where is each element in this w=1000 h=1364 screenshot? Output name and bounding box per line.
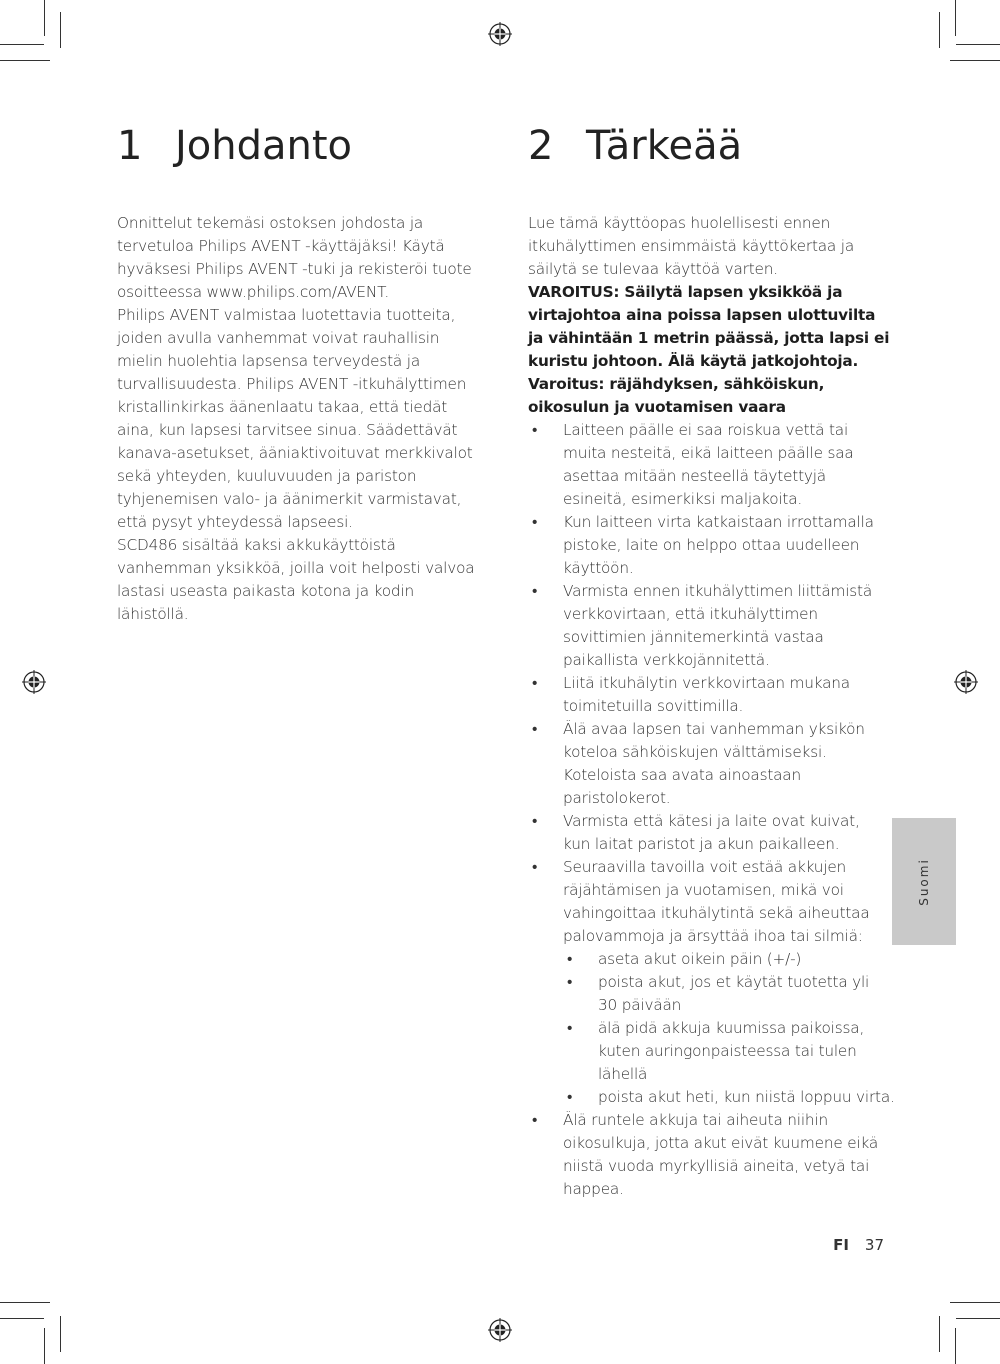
crop-mark [44, 0, 45, 36]
list-item: • Varmista että kätesi ja laite ovat kuivat, kun laitat paristot ja akun paikalleen. [528, 810, 890, 856]
list-item-text: Seuraavilla tavoilla voit estää akkujen räjähtämisen ja vuotamisen, mikä voi vahingoittaa itkuhälytintä sekä aiheuttaa palovammoja ja ärsyttää ihoa tai silmiä: [563, 858, 870, 945]
intro-paragraph: Lue tämä käyttöopas huolellisesti ennen itkuhälyttimen ensimmäistä käyttökertaa ja säilytä se tulevaa käyttöä varten. [528, 214, 854, 278]
sub-list-item: • älä pidä akkuja kuumissa paikoissa, kuten auringonpaisteessa tai tulen lähellä [563, 1017, 890, 1086]
crop-mark [44, 1328, 45, 1364]
crop-mark [60, 1316, 61, 1352]
section-number: 2 [528, 123, 554, 169]
registration-mark-icon [22, 670, 46, 694]
list-item: • Kun laitteen virta katkaistaan irrottamalla pistoke, laite on helppo ottaa uudelleen käyttöön. [528, 511, 890, 580]
list-item: • Varmista ennen itkuhälyttimen liittämistä verkkovirtaan, että itkuhälyttimen sovittimien jännitemerkintä vastaa paikallista verkkojännitettä. [528, 580, 890, 672]
paragraph: Onnittelut tekemäsi ostoksen johdosta ja tervetuloa Philips AVENT -käyttäjäksi! Käytä hyväksesi Philips AVENT -tuki ja rekisteröi tuote osoitteessa www.philips.com/AVENT. [117, 214, 472, 301]
section-title: Johdanto [175, 123, 353, 169]
important-column [528, 212, 895, 1201]
sub-list [563, 948, 895, 1109]
crop-mark [0, 44, 44, 45]
sub-list-item: • poista akut, jos et käytät tuotetta yli 30 päivään [563, 971, 890, 1017]
crop-mark [956, 44, 1000, 45]
crop-mark [950, 60, 1000, 61]
section-number: 1 [117, 123, 143, 169]
language-code: FI [833, 1236, 849, 1254]
language-tab [892, 818, 956, 945]
list-item: • Älä avaa lapsen tai vanhemman yksikön koteloa sähköiskujen välttämiseksi. Koteloista saa avata ainoastaan paristolokerot. [528, 718, 890, 810]
sub-list-item: • poista akut heti, kun niistä loppuu virta. [563, 1086, 890, 1109]
crop-mark [939, 1316, 940, 1352]
page-footer [833, 1236, 884, 1254]
crop-mark [955, 0, 956, 36]
crop-mark [955, 1328, 956, 1364]
crop-mark [0, 1318, 44, 1319]
list-item: • Älä runtele akkuja tai aiheuta niihin oikosulkuja, jotta akut eivät kuumene eikä niistä vuoda myrkyllisiä aineita, vetyä tai happea. [528, 1109, 890, 1201]
section-heading-1 [117, 122, 352, 170]
list-item: • Laitteen päälle ei saa roiskua vettä tai muita nesteitä, eikä laitteen päälle saa asettaa mitään nesteellä täytettyjä esineitä, esimerkiksi maljakoita. [528, 419, 890, 511]
crop-mark [0, 60, 50, 61]
crop-mark [0, 1302, 50, 1303]
language-tab-label: Suomi [917, 857, 931, 906]
registration-mark-icon [488, 1318, 512, 1342]
warning-paragraph: VAROITUS: Säilytä lapsen yksikköä ja virtajohtoa aina poissa lapsen ulottuvilta ja vähintään 1 metrin päässä, jotta lapsi ei kuristu johtoon. Älä käytä jatkojohtoja. [528, 283, 890, 370]
registration-mark-icon [488, 22, 512, 46]
crop-mark [950, 1302, 1000, 1303]
list-item: • Liitä itkuhälytin verkkovirtaan mukana toimitetuilla sovittimilla. [528, 672, 890, 718]
safety-list [528, 419, 895, 1201]
crop-mark [956, 1318, 1000, 1319]
list-item [528, 856, 895, 1109]
section-title: Tärkeää [586, 123, 743, 169]
warning-heading: Varoitus: räjähdyksen, sähköiskun, oikosulun ja vuotamisen vaara [528, 375, 825, 416]
introduction-column [117, 212, 477, 626]
section-heading-2 [528, 122, 742, 170]
crop-mark [60, 12, 61, 48]
registration-mark-icon [954, 670, 978, 694]
paragraph: SCD486 sisältää kaksi akkukäyttöistä vanhemman yksikköä, joilla voit helposti valvoa lastasi useasta paikasta kotona ja kodin lähistöllä. [117, 536, 475, 623]
crop-mark [939, 12, 940, 48]
sub-list-item: • aseta akut oikein päin (+/-) [563, 948, 890, 971]
page-number: 37 [864, 1236, 884, 1254]
paragraph: Philips AVENT valmistaa luotettavia tuotteita, joiden avulla vanhemmat voivat rauhallisin mielin huolehtia lapsensa terveydestä ja turvallisuudesta. Philips AVENT -itkuhälyttimen kristallinkirkas äänenlaatu takaa, että tiedät aina, kun lapsesi tarvitsee sinua. Säädettävät kanava-asetukset, ääniaktivoituvat merkkivalot sekä yhteyden, kuuluvuuden ja pariston tyhjenemisen valo- ja äänimerkit varmistavat, että pysyt yhteydessä lapseesi. [117, 306, 473, 531]
